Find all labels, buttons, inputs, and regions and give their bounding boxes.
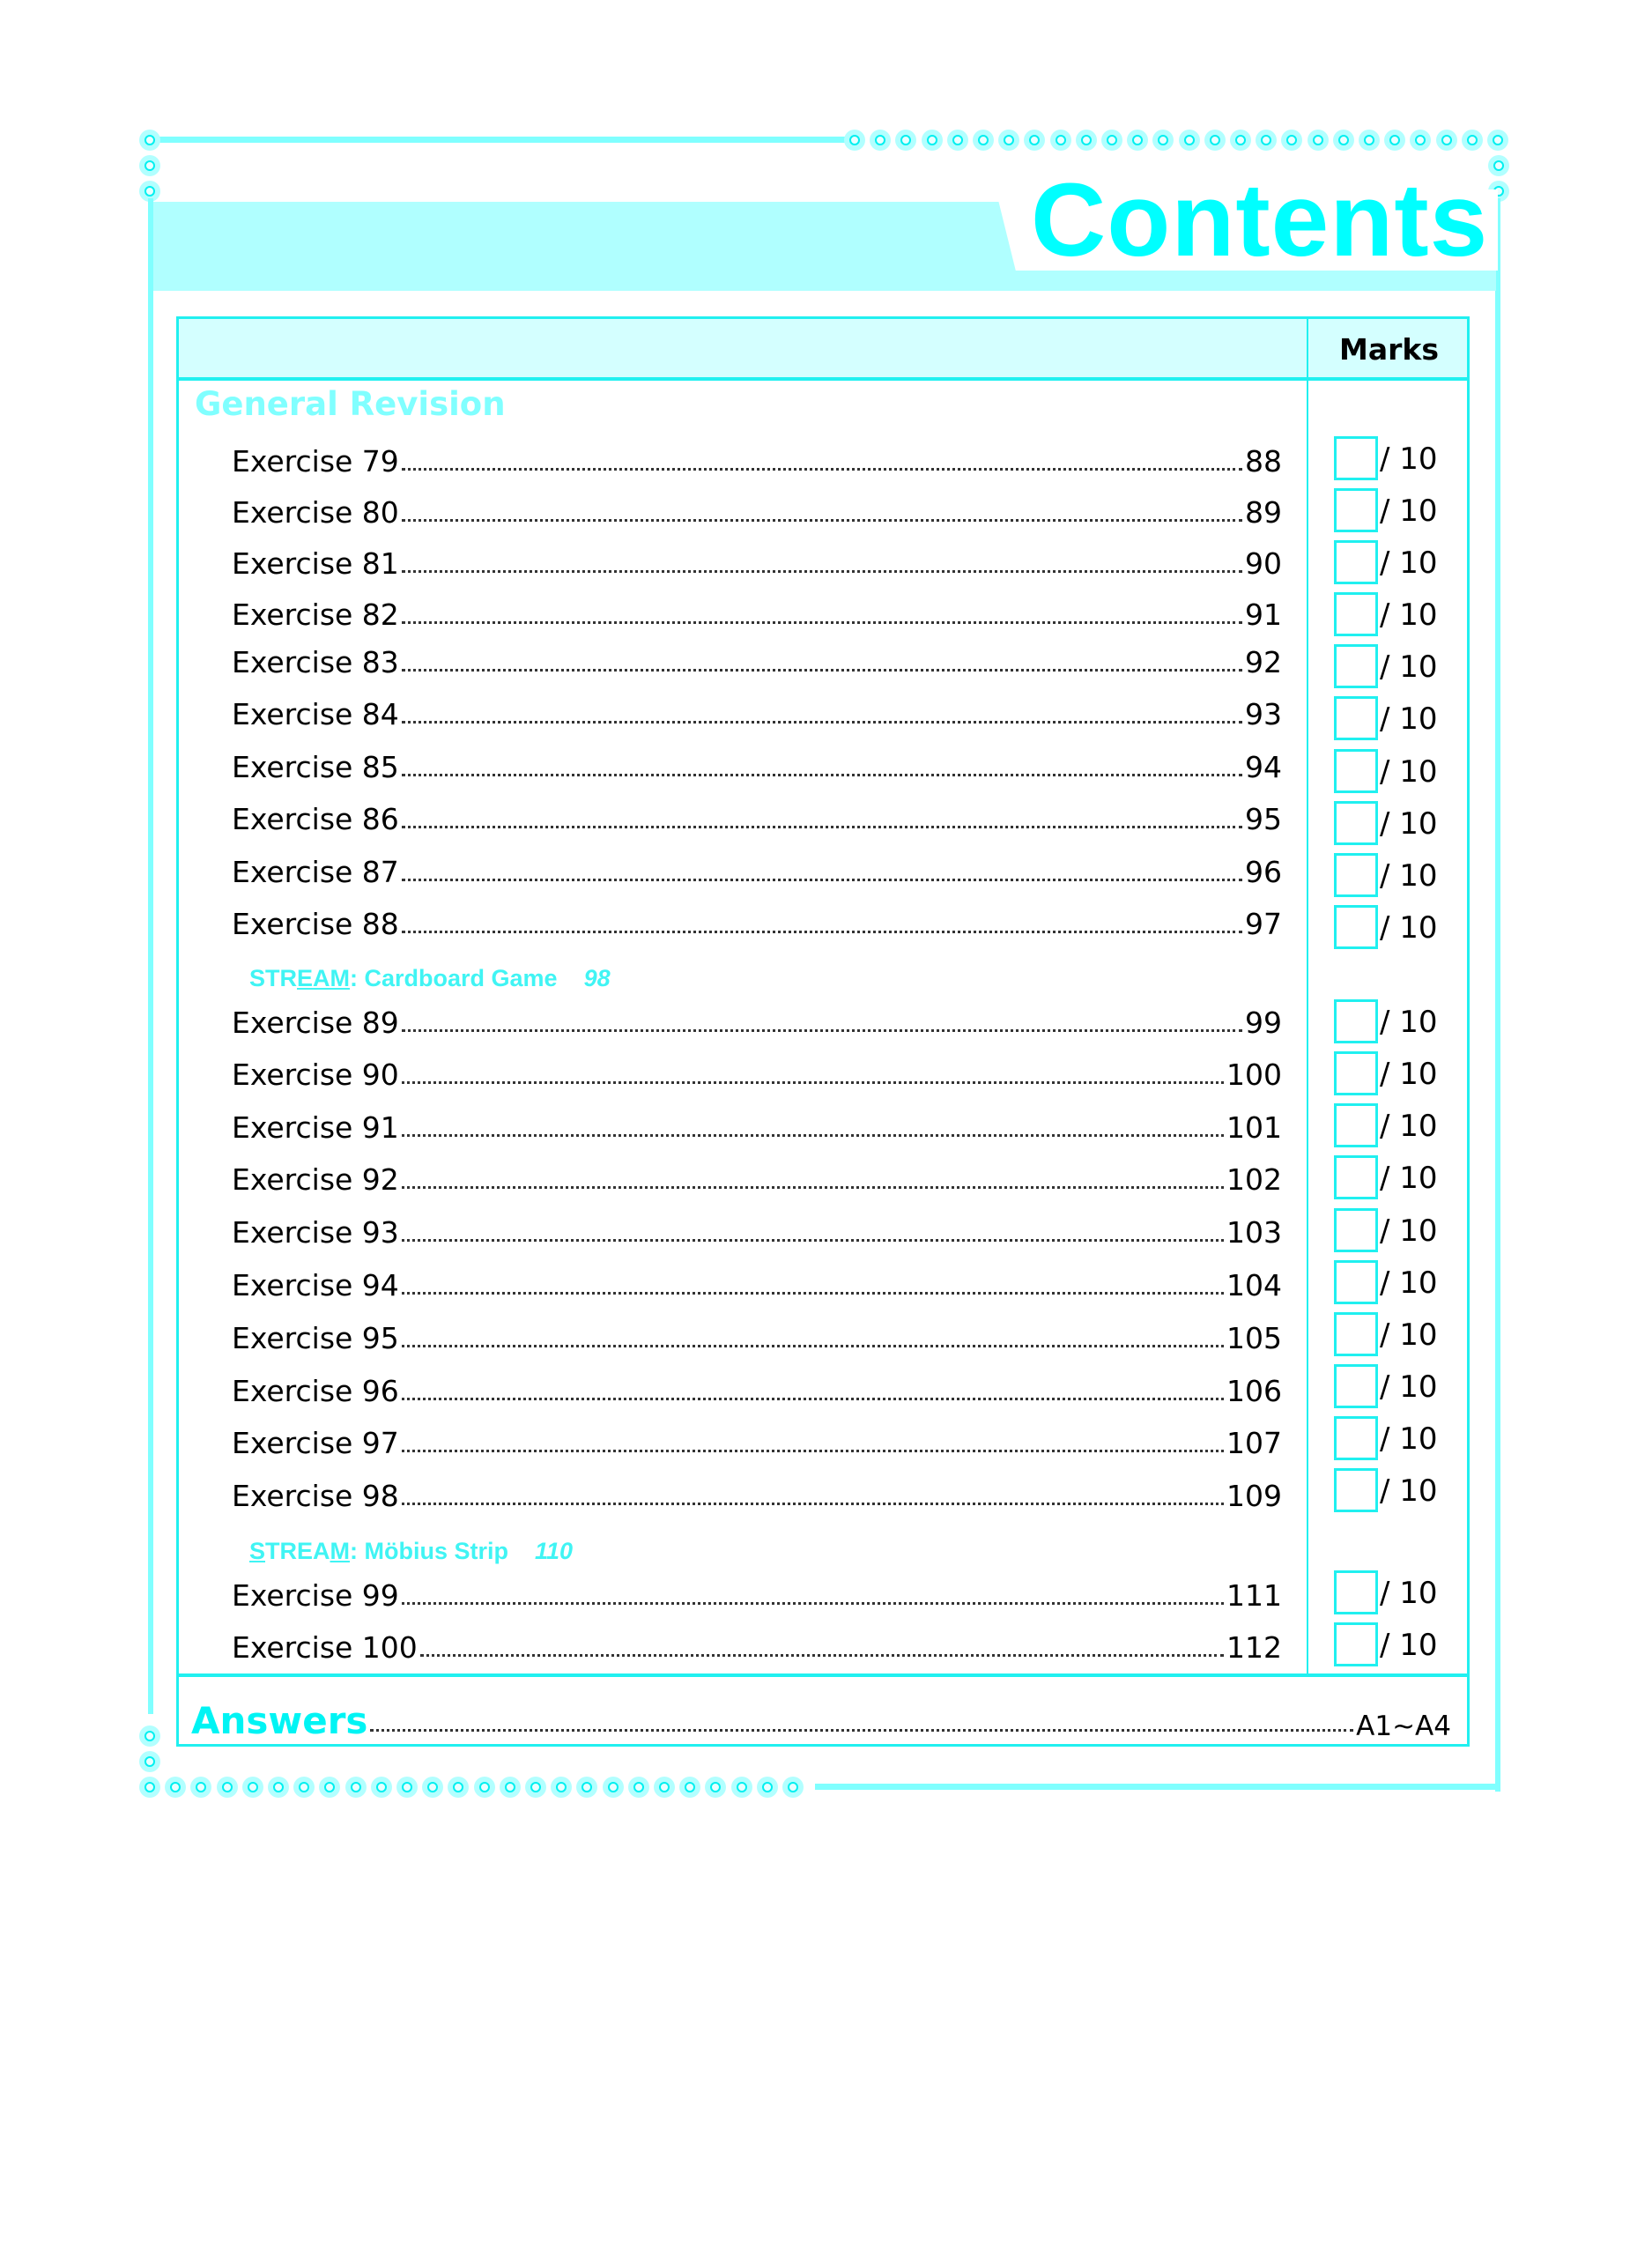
mark-input-box[interactable] bbox=[1334, 488, 1378, 532]
decorative-dot bbox=[139, 130, 160, 151]
list-item: Exercise 89 99 bbox=[232, 1006, 1282, 1040]
mark-input-box[interactable] bbox=[1334, 1103, 1378, 1147]
list-item: Exercise 97 107 bbox=[232, 1426, 1282, 1460]
decorative-dot bbox=[371, 1777, 392, 1798]
list-item: Exercise 90 100 bbox=[232, 1058, 1282, 1092]
decorative-dot bbox=[870, 130, 891, 151]
decorative-dot bbox=[422, 1777, 443, 1798]
answers-label: Answers bbox=[191, 1699, 368, 1742]
dot-leader bbox=[370, 1729, 1353, 1732]
mark-input-box[interactable] bbox=[1334, 853, 1378, 897]
list-item: Exercise 94 104 bbox=[232, 1268, 1282, 1302]
mark-entry: / 10 bbox=[1334, 853, 1598, 897]
decorative-dot bbox=[525, 1777, 546, 1798]
mark-input-box[interactable] bbox=[1334, 801, 1378, 845]
mark-input-box[interactable] bbox=[1334, 436, 1378, 480]
list-item: Exercise 80 89 bbox=[232, 495, 1282, 530]
table-header bbox=[179, 319, 1467, 381]
decorative-dot bbox=[973, 130, 994, 151]
mark-entry: / 10 bbox=[1334, 1468, 1598, 1512]
decorative-dot bbox=[1359, 130, 1380, 151]
list-item: Exercise 84 93 bbox=[232, 697, 1282, 731]
decorative-dot bbox=[705, 1777, 726, 1798]
mark-entry: / 10 bbox=[1334, 1103, 1598, 1147]
decorative-dot bbox=[190, 1777, 211, 1798]
mark-entry: / 10 bbox=[1334, 1155, 1598, 1199]
stream-activity-cardboard-game: STREAM: Cardboard Game 98 bbox=[249, 965, 611, 991]
page-title: Contents bbox=[1031, 162, 1489, 278]
mark-entry: / 10 bbox=[1334, 540, 1598, 584]
decorative-dot bbox=[731, 1777, 752, 1798]
decorative-dot bbox=[1024, 130, 1045, 151]
list-item: Exercise 93 103 bbox=[232, 1215, 1282, 1250]
mark-entry: / 10 bbox=[1334, 488, 1598, 532]
decorative-dot bbox=[1050, 130, 1071, 151]
decorative-dot bbox=[1462, 130, 1483, 151]
decorative-dot bbox=[1179, 130, 1200, 151]
decorative-dot bbox=[628, 1777, 649, 1798]
decorative-dot bbox=[165, 1777, 186, 1798]
mark-input-box[interactable] bbox=[1334, 905, 1378, 949]
decorative-dot bbox=[1101, 130, 1122, 151]
decorative-dot bbox=[679, 1777, 700, 1798]
decorative-dot bbox=[448, 1777, 469, 1798]
list-item: Exercise 99 111 bbox=[232, 1578, 1282, 1613]
mark-input-box[interactable] bbox=[1334, 540, 1378, 584]
decorative-dot bbox=[1127, 130, 1148, 151]
decorative-dot bbox=[576, 1777, 597, 1798]
mark-entry: / 10 bbox=[1334, 1051, 1598, 1095]
decorative-dot bbox=[1410, 130, 1431, 151]
section-title: General Revision bbox=[195, 385, 506, 423]
decorative-dot bbox=[319, 1777, 340, 1798]
decorative-dot bbox=[396, 1777, 418, 1798]
decorative-dot bbox=[139, 1777, 160, 1798]
list-item: Exercise 81 90 bbox=[232, 546, 1282, 581]
contents-table bbox=[176, 316, 1470, 1747]
list-item: Exercise 92 102 bbox=[232, 1162, 1282, 1197]
answers-divider bbox=[179, 1673, 1467, 1677]
list-item: Exercise 85 94 bbox=[232, 750, 1282, 784]
decorative-dot bbox=[654, 1777, 675, 1798]
mark-input-box[interactable] bbox=[1334, 696, 1378, 740]
frame-left-line bbox=[148, 198, 153, 1714]
mark-entry: / 10 bbox=[1334, 1416, 1598, 1460]
mark-entry: / 10 bbox=[1334, 644, 1598, 688]
mark-entry: / 10 bbox=[1334, 801, 1598, 845]
list-item: Exercise 83 92 bbox=[232, 645, 1282, 679]
mark-input-box[interactable] bbox=[1334, 1208, 1378, 1252]
mark-entry: / 10 bbox=[1334, 1622, 1598, 1666]
decorative-dot bbox=[242, 1777, 263, 1798]
decorative-dot bbox=[895, 130, 916, 151]
decorative-dot bbox=[551, 1777, 572, 1798]
mark-input-box[interactable] bbox=[1334, 749, 1378, 793]
mark-input-box[interactable] bbox=[1334, 592, 1378, 636]
decorative-dot bbox=[1384, 130, 1405, 151]
list-item: Exercise 95 105 bbox=[232, 1321, 1282, 1355]
decorative-dot bbox=[139, 155, 160, 176]
mark-entry: / 10 bbox=[1334, 592, 1598, 636]
decorative-dot bbox=[268, 1777, 289, 1798]
decorative-dot bbox=[1204, 130, 1226, 151]
mark-entry: / 10 bbox=[1334, 749, 1598, 793]
mark-input-box[interactable] bbox=[1334, 1260, 1378, 1304]
decorative-dot bbox=[603, 1777, 624, 1798]
mark-input-box[interactable] bbox=[1334, 644, 1378, 688]
frame-bottom-line bbox=[815, 1784, 1500, 1790]
mark-entry: / 10 bbox=[1334, 999, 1598, 1043]
list-item: Exercise 100 112 bbox=[232, 1630, 1282, 1665]
mark-input-box[interactable] bbox=[1334, 1622, 1378, 1666]
mark-input-box[interactable] bbox=[1334, 1468, 1378, 1512]
decorative-dot bbox=[293, 1777, 315, 1798]
mark-entry: / 10 bbox=[1334, 1260, 1598, 1304]
list-item: Exercise 79 88 bbox=[232, 444, 1282, 479]
decorative-dot bbox=[139, 1751, 160, 1772]
decorative-dot bbox=[757, 1777, 778, 1798]
mark-entry: / 10 bbox=[1334, 1208, 1598, 1252]
mark-input-box[interactable] bbox=[1334, 1155, 1378, 1199]
decorative-dot bbox=[1333, 130, 1354, 151]
decorative-dot bbox=[1230, 130, 1251, 151]
decorative-dot bbox=[345, 1777, 367, 1798]
decorative-dot bbox=[844, 130, 865, 151]
decorative-dot bbox=[139, 1725, 160, 1747]
decorative-dot bbox=[1152, 130, 1174, 151]
frame-top-line bbox=[157, 137, 846, 143]
mark-entry: / 10 bbox=[1334, 696, 1598, 740]
mark-input-box[interactable] bbox=[1334, 1416, 1378, 1460]
decorative-dot bbox=[1436, 130, 1457, 151]
stream-activity-mobius-strip: STREAM: Möbius Strip 110 bbox=[249, 1538, 574, 1564]
mark-input-box[interactable] bbox=[1334, 1570, 1378, 1614]
mark-entry: / 10 bbox=[1334, 436, 1598, 480]
decorative-dot bbox=[1076, 130, 1097, 151]
decorative-dot bbox=[782, 1777, 804, 1798]
list-item: Exercise 86 95 bbox=[232, 802, 1282, 836]
mark-entry: / 10 bbox=[1334, 1312, 1598, 1356]
marks-header: Marks bbox=[1339, 332, 1439, 367]
decorative-dot bbox=[217, 1777, 238, 1798]
mark-input-box[interactable] bbox=[1334, 1051, 1378, 1095]
list-item: Exercise 96 106 bbox=[232, 1374, 1282, 1408]
decorative-dot bbox=[947, 130, 968, 151]
decorative-dot bbox=[1281, 130, 1302, 151]
mark-entry: / 10 bbox=[1334, 1364, 1598, 1408]
list-item: Exercise 98 109 bbox=[232, 1479, 1282, 1513]
answers-pages: A1~A4 bbox=[1356, 1711, 1451, 1742]
mark-input-box[interactable] bbox=[1334, 999, 1378, 1043]
mark-entry: / 10 bbox=[1334, 1570, 1598, 1614]
decorative-dot bbox=[1308, 130, 1329, 151]
decorative-dot bbox=[1488, 155, 1509, 176]
decorative-dot bbox=[1487, 130, 1508, 151]
decorative-dot bbox=[922, 130, 943, 151]
decorative-dot bbox=[1256, 130, 1277, 151]
list-item: Exercise 87 96 bbox=[232, 855, 1282, 889]
decorative-dot bbox=[474, 1777, 495, 1798]
answers-row bbox=[191, 1689, 1451, 1742]
decorative-dot bbox=[998, 130, 1019, 151]
list-item: Exercise 88 97 bbox=[232, 907, 1282, 941]
decorative-dot bbox=[500, 1777, 521, 1798]
mark-input-box[interactable] bbox=[1334, 1312, 1378, 1356]
list-item: Exercise 91 101 bbox=[232, 1110, 1282, 1145]
mark-entry: / 10 bbox=[1334, 905, 1598, 949]
marks-column-divider bbox=[1307, 319, 1308, 1676]
mark-input-box[interactable] bbox=[1334, 1364, 1378, 1408]
list-item: Exercise 82 91 bbox=[232, 597, 1282, 632]
